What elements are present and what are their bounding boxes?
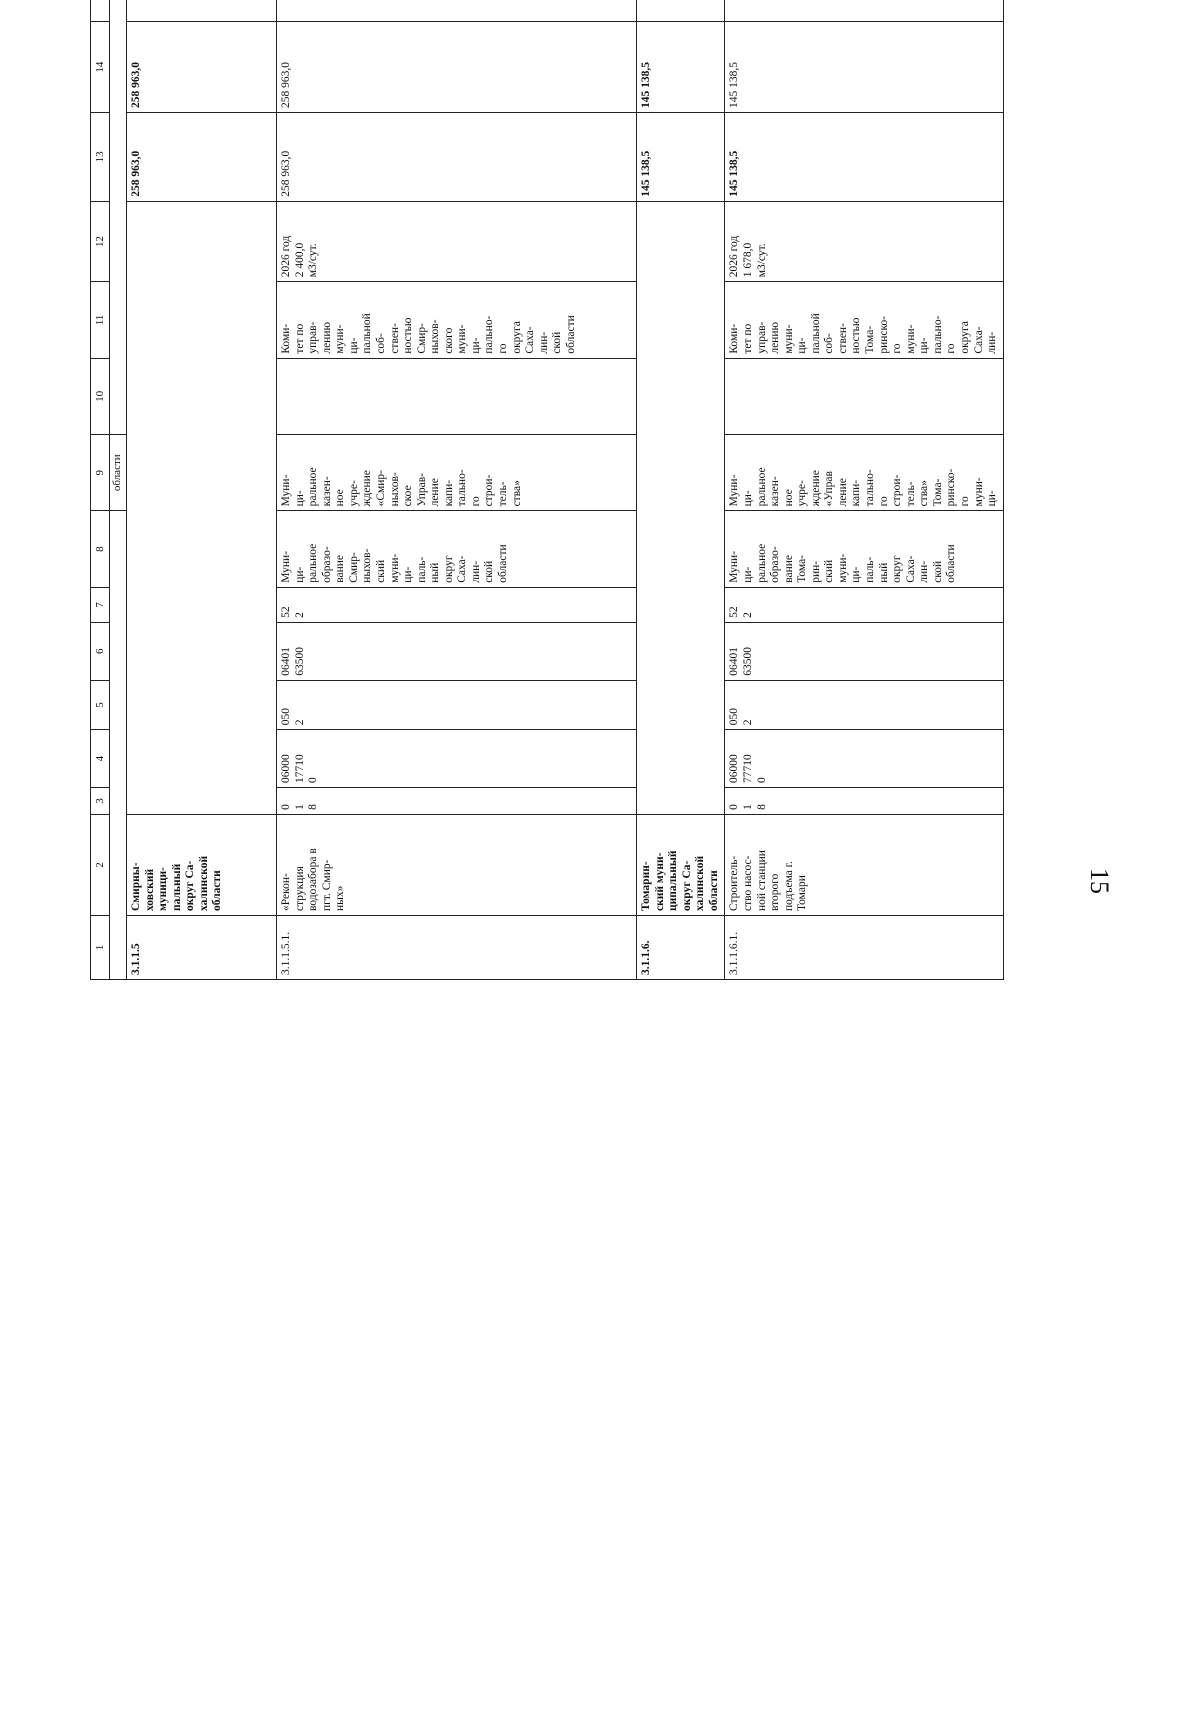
cell-12: 2026 год 2 400,0 м3/сут. (277, 201, 637, 282)
page-number: 15 (1085, 868, 1114, 894)
carry-over-row (110, 0, 127, 980)
table-row (725, 0, 1003, 980)
cell-15 (127, 0, 277, 22)
rotated-sheet (90, 0, 1000, 980)
table-row (637, 0, 725, 980)
row-id: 3.1.1.6. (637, 916, 725, 980)
table-row (277, 0, 637, 980)
cell-14: 145 138,5 (637, 22, 725, 113)
cell-7: 52 2 (725, 587, 1003, 622)
cell-11: Коми- тет по управ- лению муни- ци- пальной соб- ствен- ностью Смир- ныхов- ского муни- ци- пально- го округа Саха- лин- ской области (277, 282, 637, 358)
column-number: 4 (91, 730, 110, 788)
cell-15 (637, 0, 725, 22)
cell-13: 258 963,0 (277, 113, 637, 202)
cell-14: 258 963,0 (277, 22, 637, 113)
column-number: 6 (91, 622, 110, 680)
column-number-row (91, 0, 110, 980)
cell-4: 06000 17710 0 (277, 730, 637, 788)
cell-8: Муни- ци- pальное образо- вание Смир- ныхов- ский муни- ци- паль- ный округ Саха- лин- ской области (277, 511, 637, 587)
cell-13: 145 138,5 (725, 113, 1003, 202)
cell-6: 06401 63500 (277, 622, 637, 680)
column-number: 2 (91, 814, 110, 915)
column-number: 14 (91, 22, 110, 113)
column-number: 1 (91, 916, 110, 980)
column-number: 13 (91, 113, 110, 202)
cell-5: 050 2 (277, 680, 637, 730)
cell-15 (277, 0, 637, 22)
column-number: 7 (91, 587, 110, 622)
column-number (91, 0, 110, 22)
column-number: 9 (91, 435, 110, 511)
cell-14: 258 963,0 (127, 22, 277, 113)
column-number: 10 (91, 358, 110, 434)
column-number: 3 (91, 788, 110, 815)
cell-13: 258 963,0 (127, 113, 277, 202)
row-id: 3.1.1.5 (127, 916, 277, 980)
cell-15 (725, 0, 1003, 22)
table-container (90, 61, 1000, 1640)
table-row (127, 0, 277, 980)
cell-5: 050 2 (725, 680, 1003, 730)
row-id: 3.1.1.5.1. (277, 916, 637, 980)
cell-7: 52 2 (277, 587, 637, 622)
row-name: «Рекон- струкция водозабора в пгт. Смир- ных» (277, 814, 637, 915)
column-number: 11 (91, 282, 110, 358)
cell-3: 0 1 8 (725, 788, 1003, 815)
carry-over-text: области (110, 435, 127, 511)
column-number: 5 (91, 680, 110, 730)
cell-4: 06000 77710 0 (725, 730, 1003, 788)
cell-6: 06401 63500 (725, 622, 1003, 680)
cell-12: 2026 год 1 678,0 м3/сут. (725, 201, 1003, 282)
cell-14: 145 138,5 (725, 22, 1003, 113)
row-name: Томарин- ский муни- ципальный округ Са- халинской области (637, 814, 725, 915)
row-name: Строитель- ство насос- ной станции второго подъема г. Томари (725, 814, 1003, 915)
row-name: Смирны- ховский муници- пальный округ Са- халинской области (127, 814, 277, 915)
column-number: 12 (91, 201, 110, 282)
cell-9: Муни- ци- pальное казен- ное учре- ждение «Управ ление капи- тально- го строи- тель- ства» Тома- ринско- го муни- ци- (725, 435, 1003, 511)
cell-9: Муни- ци- pальное казен- ное учре- ждение «Смир- ныхов- ское Управ- ление капи- тально- го строи- тель- ства» (277, 435, 637, 511)
cell-13: 145 138,5 (637, 113, 725, 202)
cell-8: Муни- ци- pальное образо- вание Тома- рин- ский муни- ци- паль- ный округ Саха- лин- ской области (725, 511, 1003, 587)
row-id: 3.1.1.6.1. (725, 916, 1003, 980)
column-number: 8 (91, 511, 110, 587)
cell-11: Коми- тет по управ- лению муни- ци- пальной соб- ствен- ностью Тома- ринско- го муни- ци- пально- го округа Саха- лин- (725, 282, 1003, 358)
cell-3: 0 1 8 (277, 788, 637, 815)
budget-table (90, 0, 1004, 980)
